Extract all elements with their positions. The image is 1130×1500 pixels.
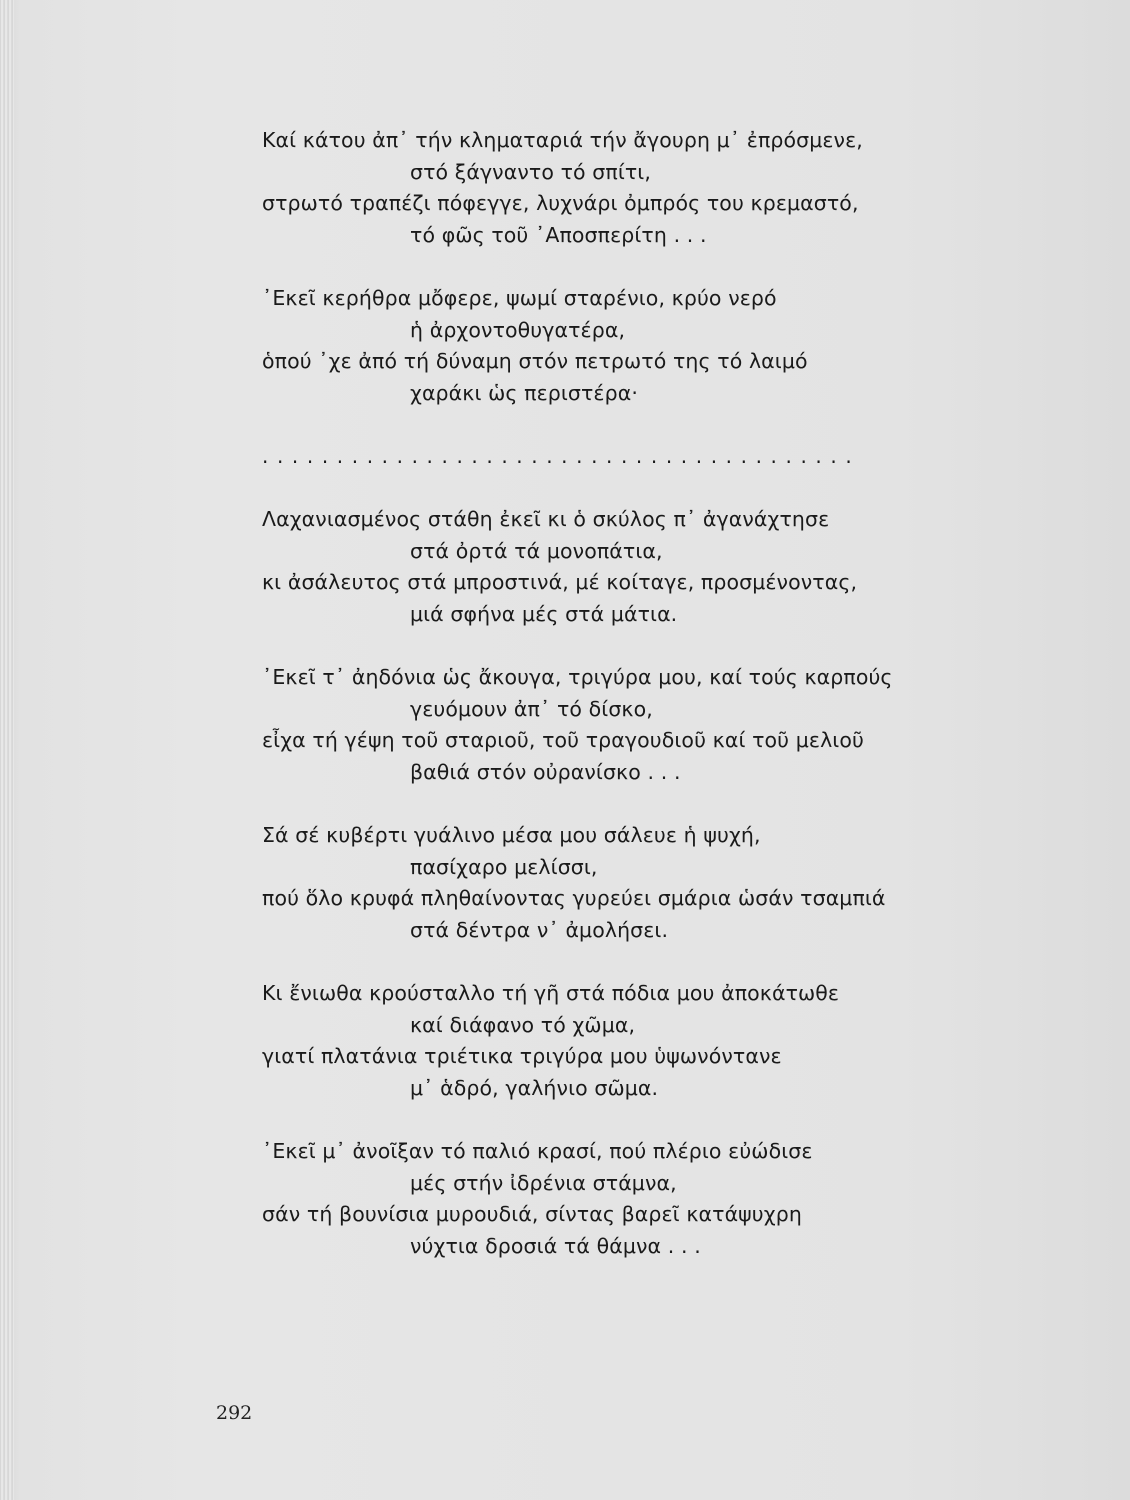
stanza-separator-dots: ........................................ — [262, 444, 861, 468]
verse-line: γιατί πλατάνια τριέτικα τριγύρα μου ὑψωνόντανε — [262, 1044, 782, 1068]
verse-line: ᾿Εκεῖ μ᾿ ἀνοῖξαν τό παλιό κρασί, πού πλέριο εὐώδισε — [262, 1139, 813, 1163]
verse-line: Καί κάτου ἀπ᾿ τήν κληματαριά τήν ἄγουρη μ᾿ ἐπρόσμενε, — [262, 128, 863, 152]
verse-line: εἶχα τή γέψη τοῦ σταριοῦ, τοῦ τραγουδιοῦ καί τοῦ μελιοῦ — [262, 728, 864, 752]
verse-line-indented: μιά σφήνα μές στά μάτια. — [410, 601, 678, 626]
verse-line: Λαχανιασμένος στάθη ἐκεῖ κι ὁ σκύλος π᾿ ἀγανάχτησε — [262, 507, 830, 531]
verse-line-indented: στό ξάγναντο τό σπίτι, — [410, 159, 651, 184]
verse-line-indented: στά δέντρα ν᾿ ἀμολήσει. — [410, 917, 669, 942]
verse-line: ὁπού ᾿χε ἀπό τή δύναμη στόν πετρωτό της τό λαιμό — [262, 349, 808, 373]
verse-line-indented: ἡ ἀρχοντοθυγατέρα, — [410, 317, 626, 342]
verse-line-indented: καί διάφανο τό χῶμα, — [410, 1012, 636, 1037]
page-edge — [0, 0, 14, 1500]
verse-line-indented: μές στήν ἰδρένια στάμνα, — [410, 1170, 677, 1195]
verse-line-indented: μ᾿ ἁδρό, γαλήνιο σῶμα. — [410, 1075, 659, 1100]
poem — [262, 125, 1022, 1294]
verse-line-indented: νύχτια δροσιά τά θάμνα . . . — [410, 1233, 701, 1258]
stanza-2 — [262, 283, 1022, 409]
page-number: 292 — [216, 1402, 253, 1424]
stanza-4 — [262, 662, 1022, 788]
verse-line: Κι ἔνιωθα κρούσταλλο τή γῆ στά πόδια μου ἀποκάτωθε — [262, 981, 840, 1005]
verse-line: στρωτό τραπέζι πόφεγγε, λυχνάρι ὀμπρός του κρεμαστό, — [262, 191, 859, 215]
stanza-5 — [262, 820, 1022, 946]
verse-line: σάν τή βουνίσια μυρουδιά, σίντας βαρεῖ κατάψυχρη — [262, 1202, 802, 1226]
stanza-1 — [262, 125, 1022, 251]
verse-line-indented: στά ὀρτά τά μονοπάτια, — [410, 538, 663, 563]
verse-line-indented: τό φῶς τοῦ ᾿Αποσπερίτη . . . — [410, 222, 707, 247]
verse-line-indented: πασίχαρο μελίσσι, — [410, 854, 598, 879]
verse-line: κι ἀσάλευτος στά μπροστινά, μέ κοίταγε, προσμένοντας, — [262, 570, 858, 594]
verse-line: ᾿Εκεῖ κερήθρα μὄφερε, ψωμί σταρένιο, κρύο νερό — [262, 286, 777, 310]
stanza-6 — [262, 978, 1022, 1104]
verse-line-indented: γευόμουν ἀπ᾿ τό δίσκο, — [410, 696, 653, 721]
verse-line: πού ὅλο κρυφά πληθαίνοντας γυρεύει σμάρια ὡσάν τσαμπιά — [262, 886, 886, 910]
verse-line: ᾿Εκεῖ τ᾿ ἀηδόνια ὡς ἄκουγα, τριγύρα μου, καί τούς καρπούς — [262, 665, 893, 689]
verse-line-indented: βαθιά στόν οὐρανίσκο . . . — [410, 759, 681, 784]
verse-line-indented: χαράκι ὡς περιστέρα· — [410, 380, 638, 405]
verse-line: Σά σέ κυβέρτι γυάλινο μέσα μου σάλευε ἡ ψυχή, — [262, 823, 761, 847]
stanza-7 — [262, 1136, 1022, 1262]
stanza-3 — [262, 504, 1022, 630]
